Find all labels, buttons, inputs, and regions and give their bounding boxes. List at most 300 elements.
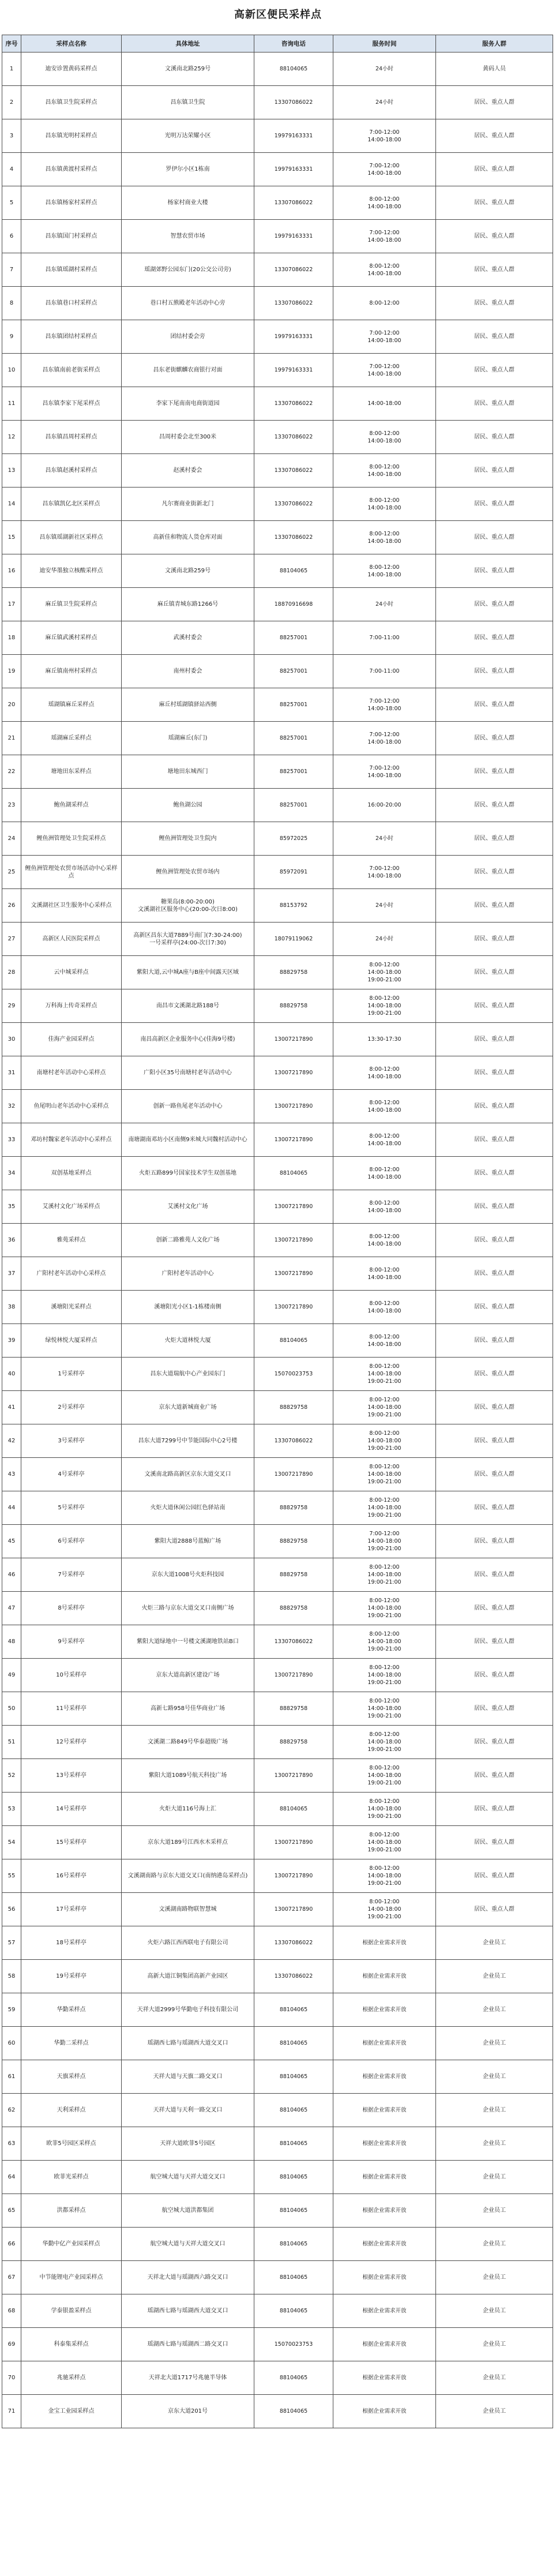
cell-index: 64 bbox=[2, 2161, 21, 2194]
table-row bbox=[2, 1090, 553, 1123]
cell-hours: 8:00-12:00 14:00-18:00 19:00-21:00 bbox=[333, 1759, 436, 1793]
cell-group: 居民、重点人群 bbox=[436, 1625, 553, 1659]
cell-hours: 根据企业需求开放 bbox=[333, 2395, 436, 2428]
cell-group: 居民、重点人群 bbox=[436, 1190, 553, 1224]
cell-name: 高新区人民医院采样点 bbox=[21, 923, 122, 956]
table-row bbox=[2, 119, 553, 153]
cell-index: 25 bbox=[2, 856, 21, 889]
cell-address: 文溪湖二路849号华泰超级广场 bbox=[122, 1726, 254, 1759]
cell-group: 居民、重点人群 bbox=[436, 320, 553, 354]
cell-index: 19 bbox=[2, 655, 21, 688]
cell-index: 22 bbox=[2, 755, 21, 789]
cell-group: 居民、重点人群 bbox=[436, 1458, 553, 1491]
cell-name: 麻丘镇南州村采样点 bbox=[21, 655, 122, 688]
col-header-hours: 服务时间 bbox=[333, 35, 436, 53]
cell-address: 紫阳大道2888号蓝鲸广场 bbox=[122, 1525, 254, 1558]
cell-group: 企业员工 bbox=[436, 2328, 553, 2361]
cell-name: 兆驰采样点 bbox=[21, 2361, 122, 2395]
cell-phone: 88829758 bbox=[254, 956, 333, 989]
table-row bbox=[2, 454, 553, 488]
cell-hours: 根据企业需求开放 bbox=[333, 2127, 436, 2161]
table-row bbox=[2, 1759, 553, 1793]
cell-group: 居民、重点人群 bbox=[436, 1859, 553, 1893]
cell-index: 37 bbox=[2, 1257, 21, 1291]
cell-hours: 8:00-12:00 14:00-18:00 19:00-21:00 bbox=[333, 1659, 436, 1692]
cell-group: 居民、重点人群 bbox=[436, 1558, 553, 1592]
cell-index: 34 bbox=[2, 1157, 21, 1190]
cell-phone: 88104065 bbox=[254, 2294, 333, 2328]
cell-address: 糖果岛(8:00-20:00) 文溪湖社区服务中心(20:00-次日8:00) bbox=[122, 889, 254, 923]
cell-phone: 88829758 bbox=[254, 1491, 333, 1525]
cell-hours: 8:00-12:00 14:00-18:00 19:00-21:00 bbox=[333, 1625, 436, 1659]
table-row bbox=[2, 2027, 553, 2060]
cell-index: 42 bbox=[2, 1424, 21, 1458]
cell-phone: 88104065 bbox=[254, 2094, 333, 2127]
cell-address: 昌东镇卫生院 bbox=[122, 86, 254, 119]
table-row bbox=[2, 220, 553, 253]
table-row bbox=[2, 722, 553, 755]
cell-index: 69 bbox=[2, 2328, 21, 2361]
cell-index: 5 bbox=[2, 186, 21, 220]
cell-hours: 根据企业需求开放 bbox=[333, 2161, 436, 2194]
cell-address: 罗伊尔小区1栋南 bbox=[122, 153, 254, 186]
cell-name: 3号采样亭 bbox=[21, 1424, 122, 1458]
cell-phone: 13307086022 bbox=[254, 86, 333, 119]
cell-address: 紫阳大道,云中城A座与B座中间露天区域 bbox=[122, 956, 254, 989]
cell-address: 武溪村委会 bbox=[122, 621, 254, 655]
cell-phone: 13007217890 bbox=[254, 1826, 333, 1859]
table-row bbox=[2, 2328, 553, 2361]
table-row bbox=[2, 956, 553, 989]
cell-group: 居民、重点人群 bbox=[436, 856, 553, 889]
cell-group: 居民、重点人群 bbox=[436, 655, 553, 688]
cell-index: 23 bbox=[2, 789, 21, 822]
cell-group: 居民、重点人群 bbox=[436, 1793, 553, 1826]
cell-index: 29 bbox=[2, 989, 21, 1023]
cell-group: 居民、重点人群 bbox=[436, 1056, 553, 1090]
cell-hours: 8:00-12:00 14:00-18:00 19:00-21:00 bbox=[333, 1826, 436, 1859]
cell-index: 66 bbox=[2, 2228, 21, 2261]
cell-group: 企业员工 bbox=[436, 2161, 553, 2194]
cell-hours: 8:00-12:00 14:00-18:00 bbox=[333, 1090, 436, 1123]
cell-phone: 13007217890 bbox=[254, 1458, 333, 1491]
cell-address: 鲍鱼湖公园 bbox=[122, 789, 254, 822]
cell-hours: 8:00-12:00 14:00-18:00 19:00-21:00 bbox=[333, 1592, 436, 1625]
cell-address: 杨家村商业大楼 bbox=[122, 186, 254, 220]
cell-name: 中节能锂电产业园采样点 bbox=[21, 2261, 122, 2294]
cell-phone: 19979163331 bbox=[254, 320, 333, 354]
cell-name: 麻丘镇武溪村采样点 bbox=[21, 621, 122, 655]
cell-phone: 88829758 bbox=[254, 989, 333, 1023]
cell-name: 华勤二采样点 bbox=[21, 2027, 122, 2060]
cell-phone: 13007217890 bbox=[254, 1090, 333, 1123]
cell-index: 15 bbox=[2, 521, 21, 554]
table-row bbox=[2, 1291, 553, 1324]
cell-name: 万科海上传奇采样点 bbox=[21, 989, 122, 1023]
cell-phone: 88829758 bbox=[254, 1726, 333, 1759]
cell-group: 居民、重点人群 bbox=[436, 822, 553, 856]
cell-group: 企业员工 bbox=[436, 2027, 553, 2060]
cell-address: 南昌市文溪湖北路188号 bbox=[122, 989, 254, 1023]
cell-hours: 7:00-12:00 14:00-18:00 bbox=[333, 354, 436, 387]
cell-address: 紫阳大道绿地中一号楼文溪湖地铁站B口 bbox=[122, 1625, 254, 1659]
cell-hours: 8:00-12:00 14:00-18:00 bbox=[333, 454, 436, 488]
table-row bbox=[2, 521, 553, 554]
cell-phone: 88104065 bbox=[254, 2060, 333, 2094]
cell-phone: 88104065 bbox=[254, 2161, 333, 2194]
cell-name: 麻丘镇卫生院采样点 bbox=[21, 588, 122, 621]
cell-hours: 根据企业需求开放 bbox=[333, 2228, 436, 2261]
table-row bbox=[2, 1358, 553, 1391]
cell-group: 企业员工 bbox=[436, 1960, 553, 1993]
cell-address: 航空城大道洪都集团 bbox=[122, 2194, 254, 2228]
cell-phone: 13307086022 bbox=[254, 488, 333, 521]
cell-address: 天祥北大道与瑶湖西六路交叉口 bbox=[122, 2261, 254, 2294]
table-row bbox=[2, 755, 553, 789]
cell-index: 20 bbox=[2, 688, 21, 722]
cell-phone: 88104065 bbox=[254, 1793, 333, 1826]
cell-index: 52 bbox=[2, 1759, 21, 1793]
cell-hours: 根据企业需求开放 bbox=[333, 2361, 436, 2395]
cell-index: 45 bbox=[2, 1525, 21, 1558]
cell-address: 京东大道新城商业广场 bbox=[122, 1391, 254, 1424]
cell-name: 云中城采样点 bbox=[21, 956, 122, 989]
cell-address: 高新大道江铜集团高新产业园区 bbox=[122, 1960, 254, 1993]
cell-phone: 88257001 bbox=[254, 789, 333, 822]
cell-phone: 18079119062 bbox=[254, 923, 333, 956]
cell-group: 居民、重点人群 bbox=[436, 287, 553, 320]
cell-phone: 88829758 bbox=[254, 1592, 333, 1625]
cell-index: 53 bbox=[2, 1793, 21, 1826]
table-row bbox=[2, 387, 553, 421]
cell-phone: 13007217890 bbox=[254, 1291, 333, 1324]
cell-index: 39 bbox=[2, 1324, 21, 1358]
cell-name: 5号采样亭 bbox=[21, 1491, 122, 1525]
cell-group: 居民、重点人群 bbox=[436, 956, 553, 989]
cell-hours: 8:00-12:00 14:00-18:00 19:00-21:00 bbox=[333, 1358, 436, 1391]
table-row bbox=[2, 1859, 553, 1893]
cell-address: 瑶湖西七路与瑶湖西大道交叉口 bbox=[122, 2027, 254, 2060]
cell-index: 17 bbox=[2, 588, 21, 621]
cell-hours: 根据企业需求开放 bbox=[333, 2294, 436, 2328]
table-row bbox=[2, 889, 553, 923]
cell-group: 居民、重点人群 bbox=[436, 1123, 553, 1157]
table-row bbox=[2, 1257, 553, 1291]
cell-index: 60 bbox=[2, 2027, 21, 2060]
table-row bbox=[2, 989, 553, 1023]
cell-group: 居民、重点人群 bbox=[436, 1424, 553, 1458]
cell-group: 企业员工 bbox=[436, 2094, 553, 2127]
table-row bbox=[2, 1592, 553, 1625]
cell-phone: 88104065 bbox=[254, 1993, 333, 2027]
cell-group: 居民、重点人群 bbox=[436, 1491, 553, 1525]
cell-group: 居民、重点人群 bbox=[436, 119, 553, 153]
cell-phone: 88104065 bbox=[254, 1324, 333, 1358]
table-row bbox=[2, 186, 553, 220]
table-row bbox=[2, 1324, 553, 1358]
cell-group: 居民、重点人群 bbox=[436, 1324, 553, 1358]
cell-hours: 7:00-11:00 bbox=[333, 655, 436, 688]
cell-address: 南州村委会 bbox=[122, 655, 254, 688]
cell-hours: 根据企业需求开放 bbox=[333, 1960, 436, 1993]
table-row bbox=[2, 354, 553, 387]
cell-index: 1 bbox=[2, 53, 21, 86]
cell-index: 48 bbox=[2, 1625, 21, 1659]
cell-index: 28 bbox=[2, 956, 21, 989]
cell-group: 企业员工 bbox=[436, 2395, 553, 2428]
table-row bbox=[2, 1893, 553, 1926]
cell-index: 67 bbox=[2, 2261, 21, 2294]
table-row bbox=[2, 320, 553, 354]
cell-phone: 88829758 bbox=[254, 1692, 333, 1726]
cell-address: 京东大道高新区建设广场 bbox=[122, 1659, 254, 1692]
cell-address: 火炬六路江西西联电子有限公司 bbox=[122, 1926, 254, 1960]
cell-group: 居民、重点人群 bbox=[436, 1391, 553, 1424]
cell-index: 16 bbox=[2, 554, 21, 588]
cell-group: 居民、重点人群 bbox=[436, 923, 553, 956]
cell-group: 居民、重点人群 bbox=[436, 755, 553, 789]
cell-hours: 根据企业需求开放 bbox=[333, 2261, 436, 2294]
cell-group: 企业员工 bbox=[436, 2228, 553, 2261]
cell-name: 雅苑采样点 bbox=[21, 1224, 122, 1257]
cell-group: 居民、重点人群 bbox=[436, 1358, 553, 1391]
cell-name: 佳海产业园采样点 bbox=[21, 1023, 122, 1056]
cell-group: 居民、重点人群 bbox=[436, 889, 553, 923]
cell-index: 51 bbox=[2, 1726, 21, 1759]
cell-hours: 8:00-12:00 14:00-18:00 19:00-21:00 bbox=[333, 1859, 436, 1893]
cell-address: 航空城大道与天祥大道交叉口 bbox=[122, 2161, 254, 2194]
cell-hours: 7:00-12:00 14:00-18:00 bbox=[333, 119, 436, 153]
cell-name: 洪都采样点 bbox=[21, 2194, 122, 2228]
cell-phone: 88104065 bbox=[254, 2194, 333, 2228]
cell-hours: 7:00-12:00 14:00-18:00 bbox=[333, 688, 436, 722]
cell-index: 43 bbox=[2, 1458, 21, 1491]
cell-name: 17号采样亭 bbox=[21, 1893, 122, 1926]
table-row bbox=[2, 2261, 553, 2294]
cell-address: 天祥大道欧菲5号园区 bbox=[122, 2127, 254, 2161]
cell-address: 天祥大道与天利一路交叉口 bbox=[122, 2094, 254, 2127]
cell-phone: 15070023753 bbox=[254, 1358, 333, 1391]
cell-hours: 8:00-12:00 14:00-18:00 bbox=[333, 488, 436, 521]
cell-address: 文溪湖南路与京东大道交叉口(南纳港岛采样点) bbox=[122, 1859, 254, 1893]
cell-address: 瑶湖麻丘(东门) bbox=[122, 722, 254, 755]
cell-name: 天利采样点 bbox=[21, 2094, 122, 2127]
cell-index: 54 bbox=[2, 1826, 21, 1859]
cell-index: 35 bbox=[2, 1190, 21, 1224]
table-row bbox=[2, 1525, 553, 1558]
cell-hours: 8:00-12:00 14:00-18:00 19:00-21:00 bbox=[333, 1558, 436, 1592]
cell-name: 6号采样亭 bbox=[21, 1525, 122, 1558]
cell-hours: 根据企业需求开放 bbox=[333, 2194, 436, 2228]
cell-index: 10 bbox=[2, 354, 21, 387]
cell-group: 企业员工 bbox=[436, 1993, 553, 2027]
cell-index: 21 bbox=[2, 722, 21, 755]
cell-address: 麻丘镇青城东路1266号 bbox=[122, 588, 254, 621]
cell-hours: 7:00-12:00 14:00-18:00 19:00-21:00 bbox=[333, 1525, 436, 1558]
cell-address: 天祥大道2999号华勤电子科技有限公司 bbox=[122, 1993, 254, 2027]
table-row bbox=[2, 1625, 553, 1659]
cell-index: 6 bbox=[2, 220, 21, 253]
cell-phone: 13307086022 bbox=[254, 287, 333, 320]
cell-hours: 7:00-12:00 14:00-18:00 bbox=[333, 220, 436, 253]
cell-index: 65 bbox=[2, 2194, 21, 2228]
cell-hours: 8:00-12:00 14:00-18:00 19:00-21:00 bbox=[333, 989, 436, 1023]
cell-address: 凡尔赛商业街新北门 bbox=[122, 488, 254, 521]
cell-address: 光明万达荣耀小区 bbox=[122, 119, 254, 153]
cell-group: 居民、重点人群 bbox=[436, 789, 553, 822]
cell-name: 昌东镇李家下尾采样点 bbox=[21, 387, 122, 421]
cell-name: 南塘村老年活动中心采样点 bbox=[21, 1056, 122, 1090]
cell-phone: 13007217890 bbox=[254, 1190, 333, 1224]
cell-address: 南昌高新区企业服务中心(佳海9号楼) bbox=[122, 1023, 254, 1056]
cell-group: 居民、重点人群 bbox=[436, 989, 553, 1023]
cell-phone: 13007217890 bbox=[254, 1123, 333, 1157]
cell-name: 7号采样亭 bbox=[21, 1558, 122, 1592]
cell-group: 企业员工 bbox=[436, 2127, 553, 2161]
table-row bbox=[2, 789, 553, 822]
cell-group: 居民、重点人群 bbox=[436, 86, 553, 119]
cell-hours: 根据企业需求开放 bbox=[333, 1926, 436, 1960]
cell-hours: 8:00-12:00 bbox=[333, 287, 436, 320]
cell-phone: 88104065 bbox=[254, 1157, 333, 1190]
cell-group: 居民、重点人群 bbox=[436, 1759, 553, 1793]
cell-address: 紫阳大道1089号航天科技广场 bbox=[122, 1759, 254, 1793]
cell-phone: 13007217890 bbox=[254, 1759, 333, 1793]
cell-index: 47 bbox=[2, 1592, 21, 1625]
cell-index: 41 bbox=[2, 1391, 21, 1424]
cell-address: 溪塘阳光小区1-1栋楼南侧 bbox=[122, 1291, 254, 1324]
cell-name: 昌东镇杨家村采样点 bbox=[21, 186, 122, 220]
table-row bbox=[2, 1157, 553, 1190]
cell-address: 昌东大道瑞航中心产业园东门 bbox=[122, 1358, 254, 1391]
cell-name: 1号采样亭 bbox=[21, 1358, 122, 1391]
cell-name: 瑶湖镇麻丘采样点 bbox=[21, 688, 122, 722]
cell-phone: 13307086022 bbox=[254, 454, 333, 488]
table-row bbox=[2, 1692, 553, 1726]
cell-hours: 根据企业需求开放 bbox=[333, 2094, 436, 2127]
cell-group: 居民、重点人群 bbox=[436, 1592, 553, 1625]
cell-name: 学泰银盈采样点 bbox=[21, 2294, 122, 2328]
table-row bbox=[2, 1123, 553, 1157]
cell-phone: 85972091 bbox=[254, 856, 333, 889]
cell-index: 70 bbox=[2, 2361, 21, 2395]
cell-hours: 8:00-12:00 14:00-18:00 19:00-21:00 bbox=[333, 1458, 436, 1491]
cell-hours: 7:00-12:00 14:00-18:00 bbox=[333, 722, 436, 755]
table-row bbox=[2, 253, 553, 287]
cell-address: 瑶湖西七路与瑶湖西二路交叉口 bbox=[122, 2328, 254, 2361]
table-row bbox=[2, 1056, 553, 1090]
cell-group: 居民、重点人群 bbox=[436, 1726, 553, 1759]
cell-name: 13号采样亭 bbox=[21, 1759, 122, 1793]
cell-phone: 88829758 bbox=[254, 1391, 333, 1424]
cell-name: 昌东镇昌周村采样点 bbox=[21, 421, 122, 454]
cell-name: 昌东镇瑶湖村采样点 bbox=[21, 253, 122, 287]
table-row bbox=[2, 1960, 553, 1993]
cell-address: 麻丘村瑶湖镇驿站西侧 bbox=[122, 688, 254, 722]
cell-index: 63 bbox=[2, 2127, 21, 2161]
cell-index: 30 bbox=[2, 1023, 21, 1056]
cell-index: 8 bbox=[2, 287, 21, 320]
cell-hours: 7:00-12:00 14:00-18:00 bbox=[333, 320, 436, 354]
cell-phone: 13307086022 bbox=[254, 1960, 333, 1993]
cell-hours: 根据企业需求开放 bbox=[333, 2060, 436, 2094]
cell-address: 昌东老街麒麟农商银行对面 bbox=[122, 354, 254, 387]
cell-phone: 13307086022 bbox=[254, 1625, 333, 1659]
cell-phone: 19979163331 bbox=[254, 354, 333, 387]
cell-phone: 88104065 bbox=[254, 2027, 333, 2060]
cell-group: 居民、重点人群 bbox=[436, 1692, 553, 1726]
cell-address: 火炬大道116号海上汇 bbox=[122, 1793, 254, 1826]
cell-phone: 88257001 bbox=[254, 655, 333, 688]
cell-hours: 14:00-18:00 bbox=[333, 387, 436, 421]
cell-address: 创新一路鱼尾老年活动中心 bbox=[122, 1090, 254, 1123]
cell-hours: 24小时 bbox=[333, 588, 436, 621]
cell-name: 天旗采样点 bbox=[21, 2060, 122, 2094]
cell-phone: 13007217890 bbox=[254, 1257, 333, 1291]
table-row bbox=[2, 1726, 553, 1759]
cell-index: 31 bbox=[2, 1056, 21, 1090]
cell-index: 2 bbox=[2, 86, 21, 119]
cell-phone: 19979163331 bbox=[254, 119, 333, 153]
cell-name: 华勤中亿产业园采样点 bbox=[21, 2228, 122, 2261]
table-row bbox=[2, 2127, 553, 2161]
cell-phone: 88257001 bbox=[254, 688, 333, 722]
cell-index: 68 bbox=[2, 2294, 21, 2328]
cell-address: 火炬大道休闲公园红色驿站南 bbox=[122, 1491, 254, 1525]
cell-index: 62 bbox=[2, 2094, 21, 2127]
cell-address: 火炬三路与京东大道交叉口南侧广场 bbox=[122, 1592, 254, 1625]
table-row bbox=[2, 2161, 553, 2194]
cell-name: 9号采样亭 bbox=[21, 1625, 122, 1659]
cell-group: 居民、重点人群 bbox=[436, 722, 553, 755]
cell-group: 居民、重点人群 bbox=[436, 488, 553, 521]
table-row bbox=[2, 1926, 553, 1960]
cell-index: 4 bbox=[2, 153, 21, 186]
table-row bbox=[2, 822, 553, 856]
cell-hours: 8:00-12:00 14:00-18:00 bbox=[333, 1157, 436, 1190]
cell-hours: 24小时 bbox=[333, 86, 436, 119]
cell-phone: 13307086022 bbox=[254, 253, 333, 287]
cell-address: 鲤鱼洲管理处卫生院内 bbox=[122, 822, 254, 856]
cell-address: 鲤鱼洲管理处农贸市场内 bbox=[122, 856, 254, 889]
table-row bbox=[2, 287, 553, 320]
sampling-points-table bbox=[2, 35, 553, 2428]
cell-address: 智慧农贸市场 bbox=[122, 220, 254, 253]
cell-hours: 8:00-12:00 14:00-18:00 bbox=[333, 186, 436, 220]
table-row bbox=[2, 1391, 553, 1424]
page-title: 高新区便民采样点 bbox=[234, 9, 322, 21]
table-row bbox=[2, 1190, 553, 1224]
table-row bbox=[2, 621, 553, 655]
table-row bbox=[2, 1993, 553, 2027]
cell-hours: 24小时 bbox=[333, 889, 436, 923]
cell-name: 昌东镇国门村采样点 bbox=[21, 220, 122, 253]
cell-index: 18 bbox=[2, 621, 21, 655]
cell-name: 昌东镇团结村采样点 bbox=[21, 320, 122, 354]
cell-address: 文溪南北路259号 bbox=[122, 53, 254, 86]
table-row bbox=[2, 1826, 553, 1859]
cell-group: 居民、重点人群 bbox=[436, 421, 553, 454]
table-row bbox=[2, 1659, 553, 1692]
cell-group: 黄码人员 bbox=[436, 53, 553, 86]
cell-index: 7 bbox=[2, 253, 21, 287]
cell-group: 企业员工 bbox=[436, 2060, 553, 2094]
table-row bbox=[2, 688, 553, 722]
cell-index: 14 bbox=[2, 488, 21, 521]
cell-hours: 8:00-12:00 14:00-18:00 bbox=[333, 1056, 436, 1090]
cell-index: 13 bbox=[2, 454, 21, 488]
cell-group: 居民、重点人群 bbox=[436, 1090, 553, 1123]
